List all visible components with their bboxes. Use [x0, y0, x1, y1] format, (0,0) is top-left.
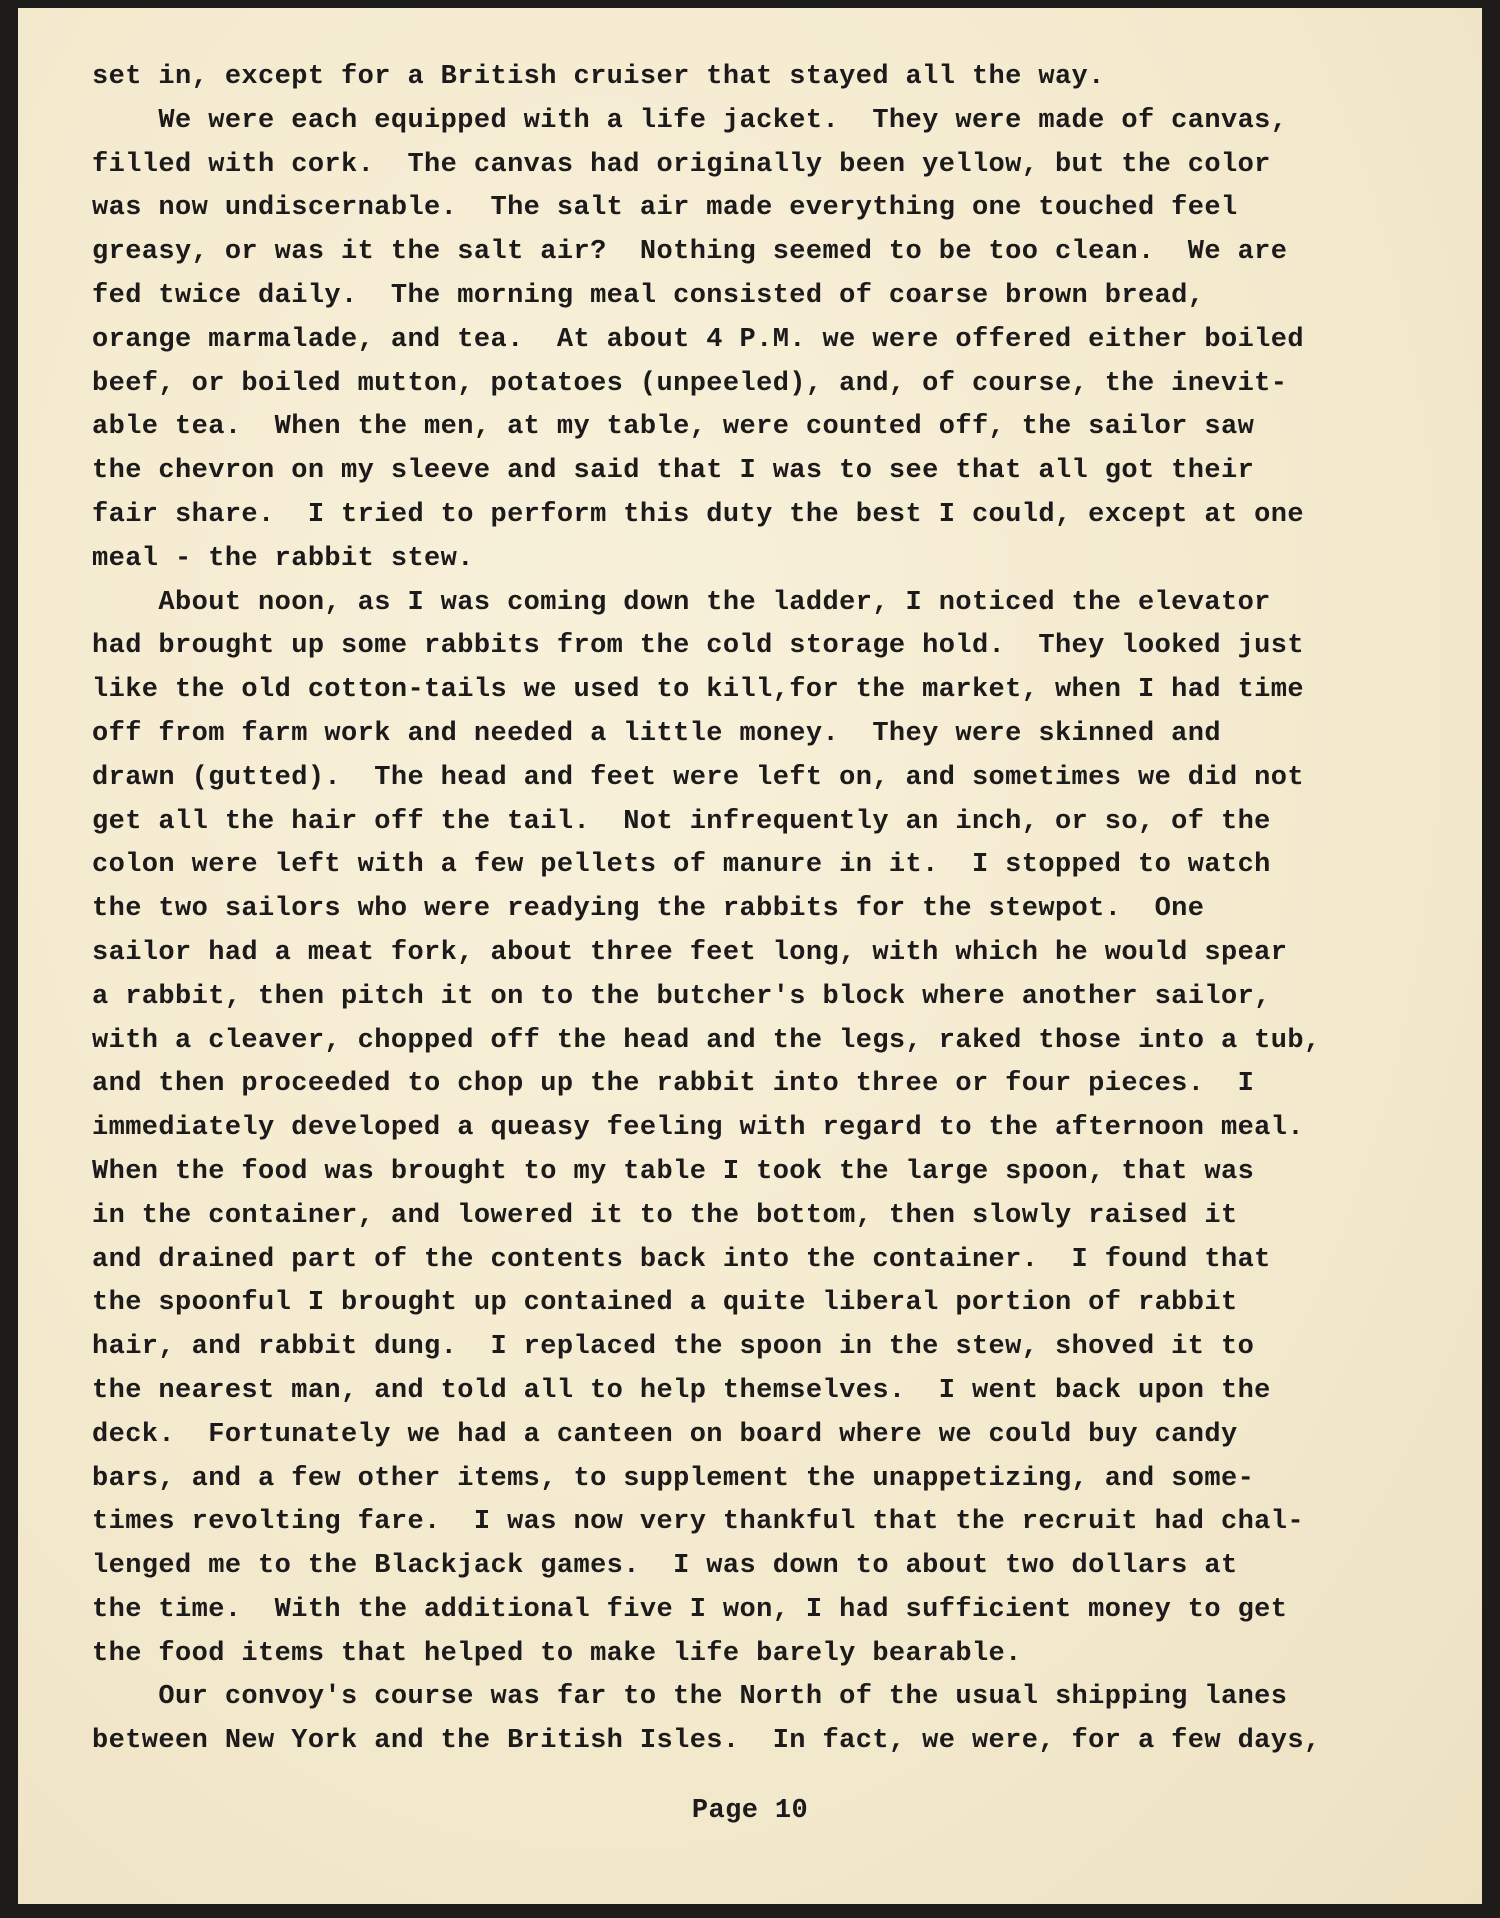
text-line: the spoonful I brought up contained a quite liberal portion of rabbit	[92, 1288, 1238, 1319]
text-line: the time. With the additional five I won, I had sufficient money to get	[92, 1594, 1288, 1625]
text-line: off from farm work and needed a little money. They were skinned and	[92, 718, 1221, 749]
text-line: Our convoy's course was far to the North of the usual shipping lanes	[92, 1682, 1288, 1713]
text-line: lenged me to the Blackjack games. I was down to about two dollars at	[92, 1551, 1238, 1582]
text-line: the two sailors who were readying the rabbits for the stewpot. One	[92, 894, 1205, 925]
text-line: in the container, and lowered it to the bottom, then slowly raised it	[92, 1200, 1238, 1231]
text-line: with a cleaver, chopped off the head and the legs, raked those into a tub,	[92, 1025, 1321, 1056]
text-line: and drained part of the contents back into the container. I found that	[92, 1244, 1271, 1275]
text-line: the nearest man, and told all to help themselves. I went back upon the	[92, 1375, 1271, 1406]
text-line: get all the hair off the tail. Not infrequently an inch, or so, of the	[92, 806, 1271, 837]
text-line: fed twice daily. The morning meal consisted of coarse brown bread,	[92, 280, 1205, 311]
text-line: was now undiscernable. The salt air made everything one touched feel	[92, 193, 1238, 224]
text-line: We were each equipped with a life jacket. They were made of canvas,	[92, 105, 1288, 136]
text-line: the food items that helped to make life barely bearable.	[92, 1638, 1022, 1669]
text-line: a rabbit, then pitch it on to the butcher's block where another sailor,	[92, 981, 1271, 1012]
text-line: filled with cork. The canvas had originally been yellow, but the color	[92, 149, 1271, 180]
text-line: fair share. I tried to perform this duty the best I could, except at one	[92, 499, 1304, 530]
typewritten-page	[18, 8, 1482, 1904]
text-line: colon were left with a few pellets of manure in it. I stopped to watch	[92, 850, 1271, 881]
text-line: When the food was brought to my table I took the large spoon, that was	[92, 1156, 1255, 1187]
text-line: bars, and a few other items, to supplement the unappetizing, and some-	[92, 1463, 1255, 1494]
text-line: meal - the rabbit stew.	[92, 543, 474, 574]
text-line: and then proceeded to chop up the rabbit into three or four pieces. I	[92, 1069, 1255, 1100]
text-line: able tea. When the men, at my table, were counted off, the sailor saw	[92, 412, 1255, 443]
text-line: had brought up some rabbits from the cold storage hold. They looked just	[92, 631, 1304, 662]
text-line: immediately developed a queasy feeling with regard to the afternoon meal.	[92, 1113, 1304, 1144]
text-line: hair, and rabbit dung. I replaced the spoon in the stew, shoved it to	[92, 1332, 1255, 1363]
text-line: About noon, as I was coming down the ladder, I noticed the elevator	[92, 587, 1271, 618]
text-line: beef, or boiled mutton, potatoes (unpeeled), and, of course, the inevit-	[92, 368, 1288, 399]
text-line: the chevron on my sleeve and said that I was to see that all got their	[92, 456, 1255, 487]
page-number: Page 10	[691, 1796, 809, 1826]
text-line: sailor had a meat fork, about three feet long, with which he would spear	[92, 937, 1288, 968]
text-line: orange marmalade, and tea. At about 4 P.M. we were offered either boiled	[92, 324, 1304, 355]
text-line: greasy, or was it the salt air? Nothing seemed to be too clean. We are	[92, 237, 1288, 268]
body-text	[92, 56, 1492, 1764]
text-line: like the old cotton-tails we used to kill,for the market, when I had time	[92, 675, 1304, 706]
text-line: set in, except for a British cruiser that stayed all the way.	[92, 62, 1105, 92]
text-line: deck. Fortunately we had a canteen on board where we could buy candy	[92, 1419, 1238, 1450]
text-line: drawn (gutted). The head and feet were left on, and sometimes we did not	[92, 762, 1304, 793]
text-line: times revolting fare. I was now very thankful that the recruit had chal-	[92, 1507, 1304, 1538]
text-line: between New York and the British Isles. In fact, we were, for a few days,	[92, 1726, 1321, 1757]
